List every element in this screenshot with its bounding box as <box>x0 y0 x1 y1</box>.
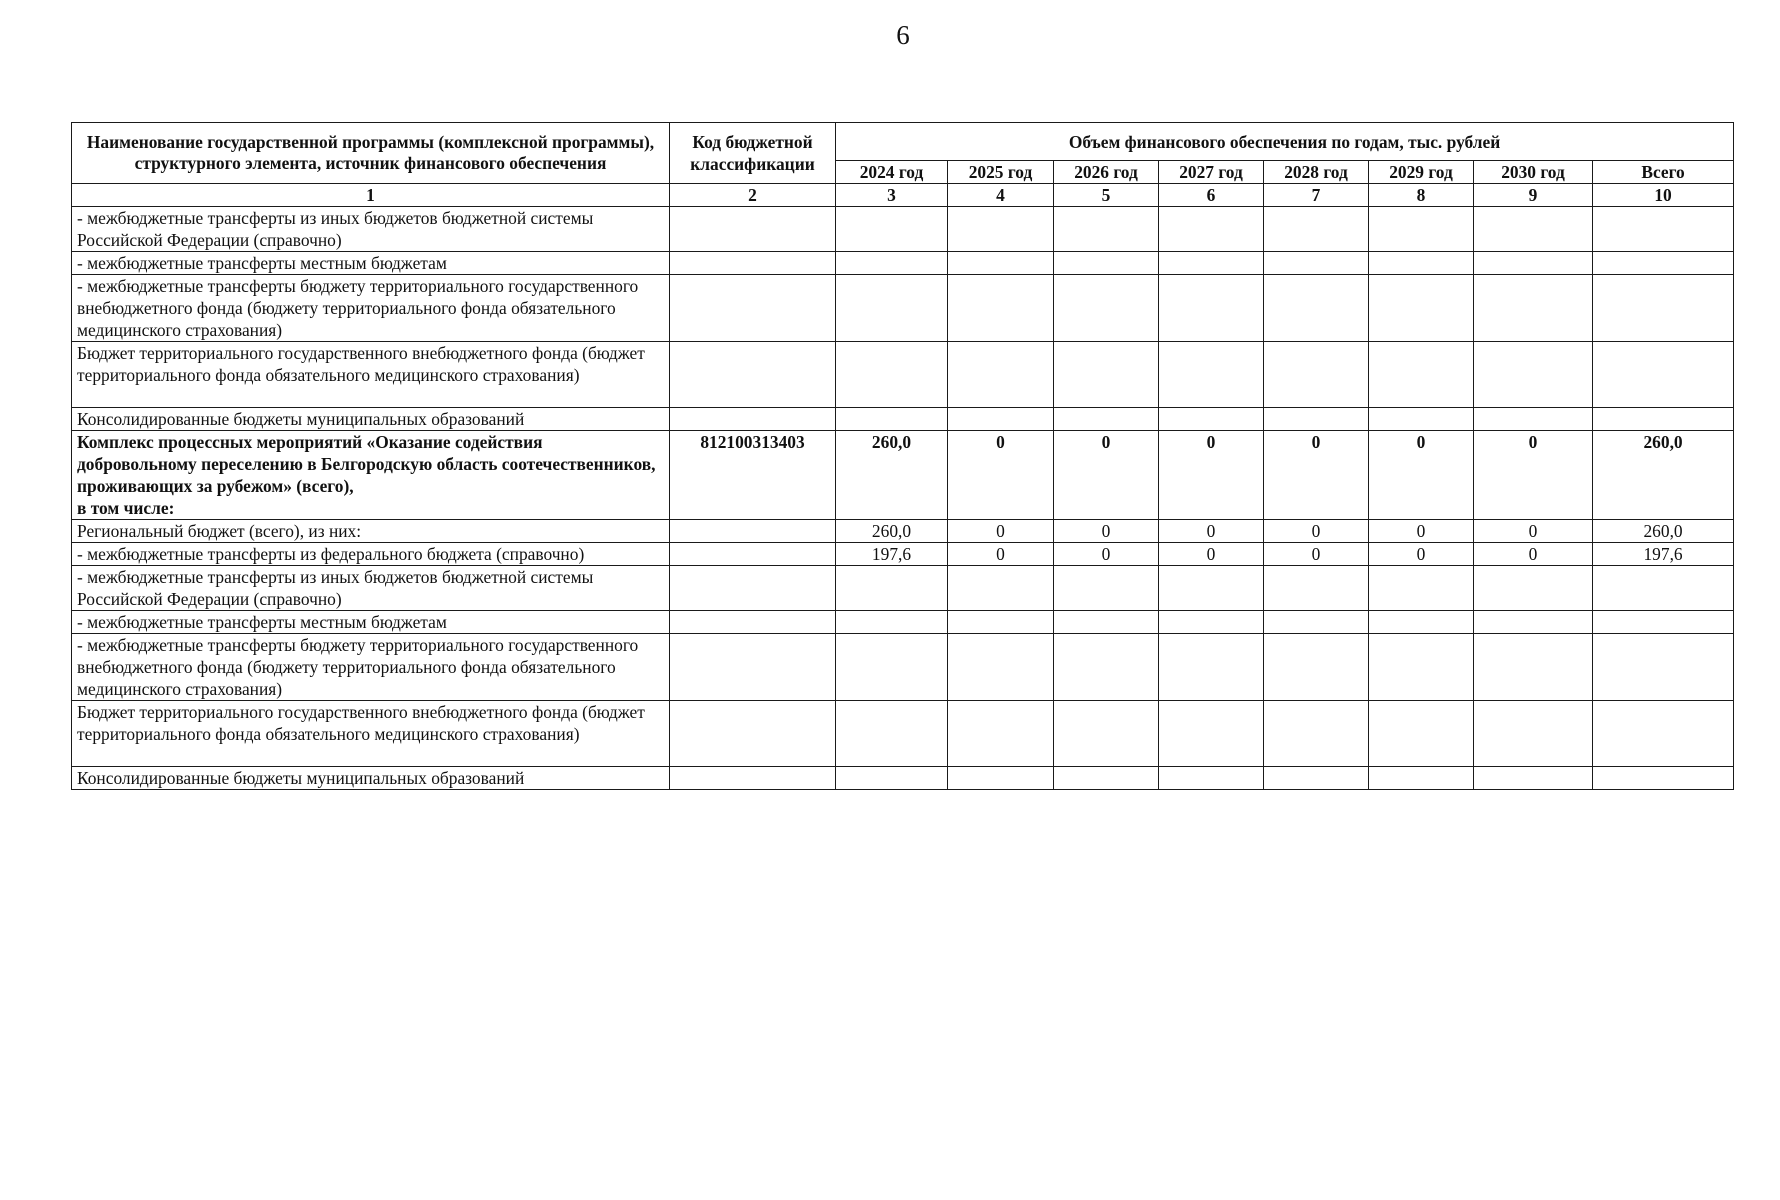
header-total: Всего <box>1593 161 1734 184</box>
row-year-value <box>948 767 1054 790</box>
header-year: 2026 год <box>1054 161 1159 184</box>
row-code: 812100313403 <box>670 431 836 520</box>
row-year-value <box>948 342 1054 408</box>
row-name <box>72 408 670 431</box>
row-code <box>670 275 836 342</box>
row-year-value: 0 <box>948 543 1054 566</box>
row-year-value <box>1369 767 1474 790</box>
row-year-value <box>948 611 1054 634</box>
row-year-value <box>1474 767 1593 790</box>
header-year: 2025 год <box>948 161 1054 184</box>
row-total-value <box>1593 207 1734 252</box>
row-year-value <box>948 701 1054 767</box>
row-year-value <box>1054 701 1159 767</box>
row-year-value <box>1159 611 1264 634</box>
row-year-value <box>1369 566 1474 611</box>
column-number: 9 <box>1474 184 1593 207</box>
row-year-value <box>836 275 948 342</box>
row-year-value <box>1054 207 1159 252</box>
row-year-value: 0 <box>1054 543 1159 566</box>
row-total-value <box>1593 634 1734 701</box>
table-row <box>72 611 1734 634</box>
table-row <box>72 566 1734 611</box>
row-year-value: 0 <box>1264 543 1369 566</box>
row-year-value: 260,0 <box>836 431 948 520</box>
row-name-text: - межбюджетные трансферты местным бюджетам <box>77 253 447 273</box>
row-year-value <box>1264 408 1369 431</box>
row-year-value: 260,0 <box>836 520 948 543</box>
row-name <box>72 342 670 408</box>
row-year-value: 0 <box>1159 431 1264 520</box>
column-number: 4 <box>948 184 1054 207</box>
row-year-value <box>948 252 1054 275</box>
row-year-value: 0 <box>1474 543 1593 566</box>
row-year-value <box>836 207 948 252</box>
row-total-value: 260,0 <box>1593 520 1734 543</box>
row-code <box>670 543 836 566</box>
row-year-value <box>1264 275 1369 342</box>
row-year-value: 0 <box>1159 520 1264 543</box>
row-name <box>72 520 670 543</box>
column-number: 6 <box>1159 184 1264 207</box>
page-number: 6 <box>896 20 910 50</box>
table-row <box>72 207 1734 252</box>
header-name-column: Наименование государственной программы (комплексной программы), структурного элемента, источник финансового обеспечения <box>72 123 670 184</box>
row-name <box>72 543 670 566</box>
row-code <box>670 520 836 543</box>
row-year-value <box>1054 342 1159 408</box>
row-year-value <box>1474 207 1593 252</box>
row-name <box>72 767 670 790</box>
row-year-value <box>1159 252 1264 275</box>
row-name-text: - межбюджетные трансферты из федерального бюджета (справочно) <box>77 544 585 564</box>
row-year-value <box>948 275 1054 342</box>
row-name-text: - межбюджетные трансферты бюджету территориального государственного внебюджетного фонда (бюджету территориального фонда обязательного медицинского страхования) <box>77 276 639 340</box>
row-year-value <box>1264 252 1369 275</box>
row-year-value <box>1369 408 1474 431</box>
table-row <box>72 634 1734 701</box>
row-total-value: 260,0 <box>1593 431 1734 520</box>
row-year-value <box>836 252 948 275</box>
header-year: 2027 год <box>1159 161 1264 184</box>
row-year-value: 0 <box>1159 543 1264 566</box>
row-year-value: 0 <box>1054 431 1159 520</box>
row-year-value <box>1369 207 1474 252</box>
row-total-value <box>1593 342 1734 408</box>
header-volume-group: Объем финансового обеспечения по годам, тыс. рублей <box>836 123 1734 161</box>
column-number: 2 <box>670 184 836 207</box>
row-name-text-line2: в том числе: <box>77 498 175 518</box>
row-code <box>670 634 836 701</box>
row-year-value <box>1159 566 1264 611</box>
row-year-value <box>948 566 1054 611</box>
row-code <box>670 408 836 431</box>
row-year-value <box>1054 611 1159 634</box>
row-name <box>72 634 670 701</box>
row-year-value <box>948 634 1054 701</box>
column-number: 1 <box>72 184 670 207</box>
row-year-value <box>1474 611 1593 634</box>
row-year-value <box>1054 275 1159 342</box>
row-year-value <box>948 207 1054 252</box>
row-name <box>72 566 670 611</box>
row-year-value <box>1159 207 1264 252</box>
table-row <box>72 252 1734 275</box>
row-year-value: 0 <box>1369 543 1474 566</box>
row-year-value <box>1474 701 1593 767</box>
row-name <box>72 207 670 252</box>
column-number: 10 <box>1593 184 1734 207</box>
row-year-value <box>1264 611 1369 634</box>
row-name <box>72 701 670 767</box>
row-year-value: 0 <box>948 431 1054 520</box>
row-year-value <box>836 701 948 767</box>
row-year-value: 0 <box>1369 431 1474 520</box>
row-year-value <box>1159 634 1264 701</box>
row-year-value: 0 <box>1264 431 1369 520</box>
row-name-text: Консолидированные бюджеты муниципальных образований <box>77 409 525 429</box>
row-year-value <box>1474 566 1593 611</box>
column-number-row <box>72 184 1734 207</box>
row-year-value <box>836 566 948 611</box>
row-year-value: 0 <box>948 520 1054 543</box>
row-year-value <box>1054 252 1159 275</box>
row-code <box>670 342 836 408</box>
table-row <box>72 701 1734 767</box>
row-total-value <box>1593 408 1734 431</box>
header-year: 2029 год <box>1369 161 1474 184</box>
row-year-value: 0 <box>1264 520 1369 543</box>
row-year-value: 197,6 <box>836 543 948 566</box>
row-name-text: - межбюджетные трансферты местным бюджетам <box>77 612 447 632</box>
table-row <box>72 767 1734 790</box>
row-year-value <box>1474 342 1593 408</box>
row-year-value <box>1264 767 1369 790</box>
row-year-value: 0 <box>1474 520 1593 543</box>
row-year-value <box>1264 634 1369 701</box>
row-total-value <box>1593 252 1734 275</box>
row-name-text: Бюджет территориального государственного внебюджетного фонда (бюджет территориального фонда обязательного медицинского страхования) <box>77 702 645 744</box>
row-year-value <box>1369 342 1474 408</box>
row-total-value <box>1593 701 1734 767</box>
row-year-value <box>1264 701 1369 767</box>
row-year-value <box>1054 634 1159 701</box>
row-year-value <box>948 408 1054 431</box>
row-total-value <box>1593 275 1734 342</box>
table-row <box>72 408 1734 431</box>
row-name-text: - межбюджетные трансферты из иных бюджетов бюджетной системы Российской Федерации (справочно) <box>77 567 594 609</box>
row-code <box>670 566 836 611</box>
header-year: 2030 год <box>1474 161 1593 184</box>
row-year-value <box>1369 275 1474 342</box>
column-number: 7 <box>1264 184 1369 207</box>
row-total-value <box>1593 566 1734 611</box>
row-year-value <box>1369 634 1474 701</box>
row-year-value <box>1159 767 1264 790</box>
row-name <box>72 431 670 520</box>
row-code <box>670 701 836 767</box>
row-year-value <box>1264 207 1369 252</box>
table-row <box>72 342 1734 408</box>
row-year-value <box>1369 252 1474 275</box>
row-year-value <box>836 342 948 408</box>
row-year-value <box>836 634 948 701</box>
row-name <box>72 275 670 342</box>
row-year-value <box>1054 767 1159 790</box>
row-name-text: Комплекс процессных мероприятий «Оказание содействия добровольному переселению в Белгородскую область соотечественников, проживающих за рубежом» (всего), <box>77 432 656 496</box>
row-year-value <box>836 408 948 431</box>
row-code <box>670 252 836 275</box>
table-row <box>72 431 1734 520</box>
financing-table <box>71 122 1734 790</box>
row-name-text: Бюджет территориального государственного внебюджетного фонда (бюджет территориального фонда обязательного медицинского страхования) <box>77 343 645 385</box>
row-total-value <box>1593 611 1734 634</box>
row-year-value <box>1369 701 1474 767</box>
row-name-text: Консолидированные бюджеты муниципальных образований <box>77 768 525 788</box>
row-year-value <box>1474 408 1593 431</box>
row-code <box>670 207 836 252</box>
column-number: 3 <box>836 184 948 207</box>
header-year: 2024 год <box>836 161 948 184</box>
table-row <box>72 520 1734 543</box>
row-code <box>670 611 836 634</box>
row-year-value <box>836 611 948 634</box>
row-year-value <box>1159 701 1264 767</box>
row-year-value <box>1264 342 1369 408</box>
row-name-text: - межбюджетные трансферты из иных бюджетов бюджетной системы Российской Федерации (справочно) <box>77 208 594 250</box>
table-row <box>72 275 1734 342</box>
row-year-value <box>1474 634 1593 701</box>
header-year: 2028 год <box>1264 161 1369 184</box>
row-year-value: 0 <box>1369 520 1474 543</box>
column-number: 5 <box>1054 184 1159 207</box>
row-year-value <box>1474 252 1593 275</box>
column-number: 8 <box>1369 184 1474 207</box>
row-year-value <box>1054 408 1159 431</box>
row-year-value <box>1054 566 1159 611</box>
row-year-value <box>1369 611 1474 634</box>
row-year-value <box>1159 342 1264 408</box>
row-year-value <box>1159 275 1264 342</box>
row-total-value: 197,6 <box>1593 543 1734 566</box>
row-year-value: 0 <box>1054 520 1159 543</box>
row-year-value <box>1264 566 1369 611</box>
row-name-text: - межбюджетные трансферты бюджету территориального государственного внебюджетного фонда (бюджету территориального фонда обязательного медицинского страхования) <box>77 635 639 699</box>
header-code-column: Код бюджетной классификации <box>670 123 836 184</box>
row-year-value <box>1474 275 1593 342</box>
row-total-value <box>1593 767 1734 790</box>
row-name <box>72 611 670 634</box>
row-name <box>72 252 670 275</box>
table-row <box>72 543 1734 566</box>
row-code <box>670 767 836 790</box>
row-name-text: Региональный бюджет (всего), из них: <box>77 521 362 541</box>
row-year-value <box>1159 408 1264 431</box>
row-year-value: 0 <box>1474 431 1593 520</box>
row-year-value <box>836 767 948 790</box>
header-row-1 <box>72 123 1734 161</box>
